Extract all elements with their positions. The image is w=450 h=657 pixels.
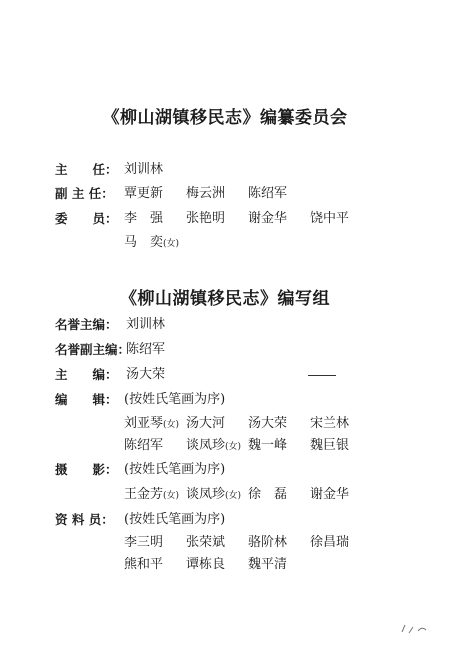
data-clerk-names-row-2	[0, 555, 450, 575]
gender-note: (女)	[163, 420, 180, 430]
editor-name: 汤大河	[186, 416, 226, 431]
order-note: (按姓氏笔画为序)	[124, 392, 226, 407]
director-label: 主 任：	[55, 162, 118, 177]
editors-label: 编 辑：	[55, 392, 118, 407]
editors-names-row-2	[0, 436, 450, 456]
gender-note: (女)	[225, 442, 242, 452]
data-clerk-name: 骆阶林	[248, 535, 288, 550]
director-name: 刘训林	[124, 162, 164, 177]
chief-editor-name: 汤大荣	[126, 367, 166, 382]
editor-name: 魏一峰	[248, 438, 288, 453]
scan-mark-icon	[400, 622, 430, 636]
gender-note: (女)	[225, 491, 242, 501]
honorary-editor-name: 刘训林	[126, 317, 166, 332]
honorary-editor-label: 名誉主编：	[55, 317, 118, 332]
member-name: 李 强	[124, 211, 164, 226]
photographer-name: 谢金华	[310, 487, 350, 502]
editor-name: 汤大荣	[248, 416, 288, 431]
vice-director-row	[0, 184, 450, 204]
editor-name: 刘亚琴(女)	[124, 416, 180, 431]
editor-name: 陈绍军	[124, 438, 164, 453]
dash-line	[308, 375, 336, 376]
member-name: 谢金华	[248, 211, 288, 226]
data-clerk-row	[0, 510, 450, 530]
editors-names-row-1	[0, 414, 450, 434]
photographer-name: 王金芳(女)	[124, 487, 180, 502]
photography-label: 摄 影：	[55, 462, 118, 477]
members-label: 委 员：	[55, 211, 118, 226]
vice-director-name: 梅云洲	[186, 186, 226, 201]
vice-director-name: 覃更新	[124, 186, 164, 201]
chief-editor-label: 主 编：	[55, 367, 118, 382]
data-clerk-name: 张荣斌	[186, 535, 226, 550]
honorary-vice-editor-row	[0, 340, 450, 360]
data-clerk-name: 李三明	[124, 535, 164, 550]
data-clerk-name: 谭栋良	[186, 557, 226, 572]
editor-name: 宋兰林	[310, 416, 350, 431]
photography-names-row	[0, 485, 450, 505]
data-clerk-name: 徐昌瑞	[310, 535, 350, 550]
editor-name: 魏巨银	[310, 438, 350, 453]
member-name: 饶中平	[310, 211, 350, 226]
data-clerk-names-row-1	[0, 533, 450, 553]
data-clerk-name: 魏平清	[248, 557, 288, 572]
editors-row	[0, 390, 450, 410]
chief-editor-row	[0, 365, 450, 385]
members-row-2	[0, 233, 450, 253]
order-note: (按姓氏笔画为序)	[124, 512, 226, 527]
editor-name: 谈凤珍(女)	[186, 438, 242, 453]
data-clerk-name: 熊和平	[124, 557, 164, 572]
gender-note: (女)	[163, 239, 180, 249]
vice-director-name: 陈绍军	[248, 186, 288, 201]
honorary-vice-editor-name: 陈绍军	[126, 342, 166, 357]
photographer-name: 徐 磊	[248, 487, 288, 502]
honorary-editor-row	[0, 315, 450, 335]
photography-row	[0, 460, 450, 480]
gender-note: (女)	[163, 491, 180, 501]
committee-title: 《柳山湖镇移民志》编纂委员会	[102, 108, 348, 128]
order-note: (按姓氏笔画为序)	[124, 462, 226, 477]
photographer-name: 谈凤珍(女)	[186, 487, 242, 502]
vice-director-label: 副 主 任：	[55, 186, 114, 201]
director-row	[0, 160, 450, 180]
member-name: 张艳明	[186, 211, 226, 226]
members-row	[0, 209, 450, 229]
member-name: 马 奕(女)	[124, 235, 180, 250]
writing-group-title: 《柳山湖镇移民志》编写组	[120, 289, 330, 309]
data-clerk-label: 资 料 员：	[55, 512, 114, 527]
honorary-vice-editor-label: 名誉副主编：	[55, 342, 131, 357]
